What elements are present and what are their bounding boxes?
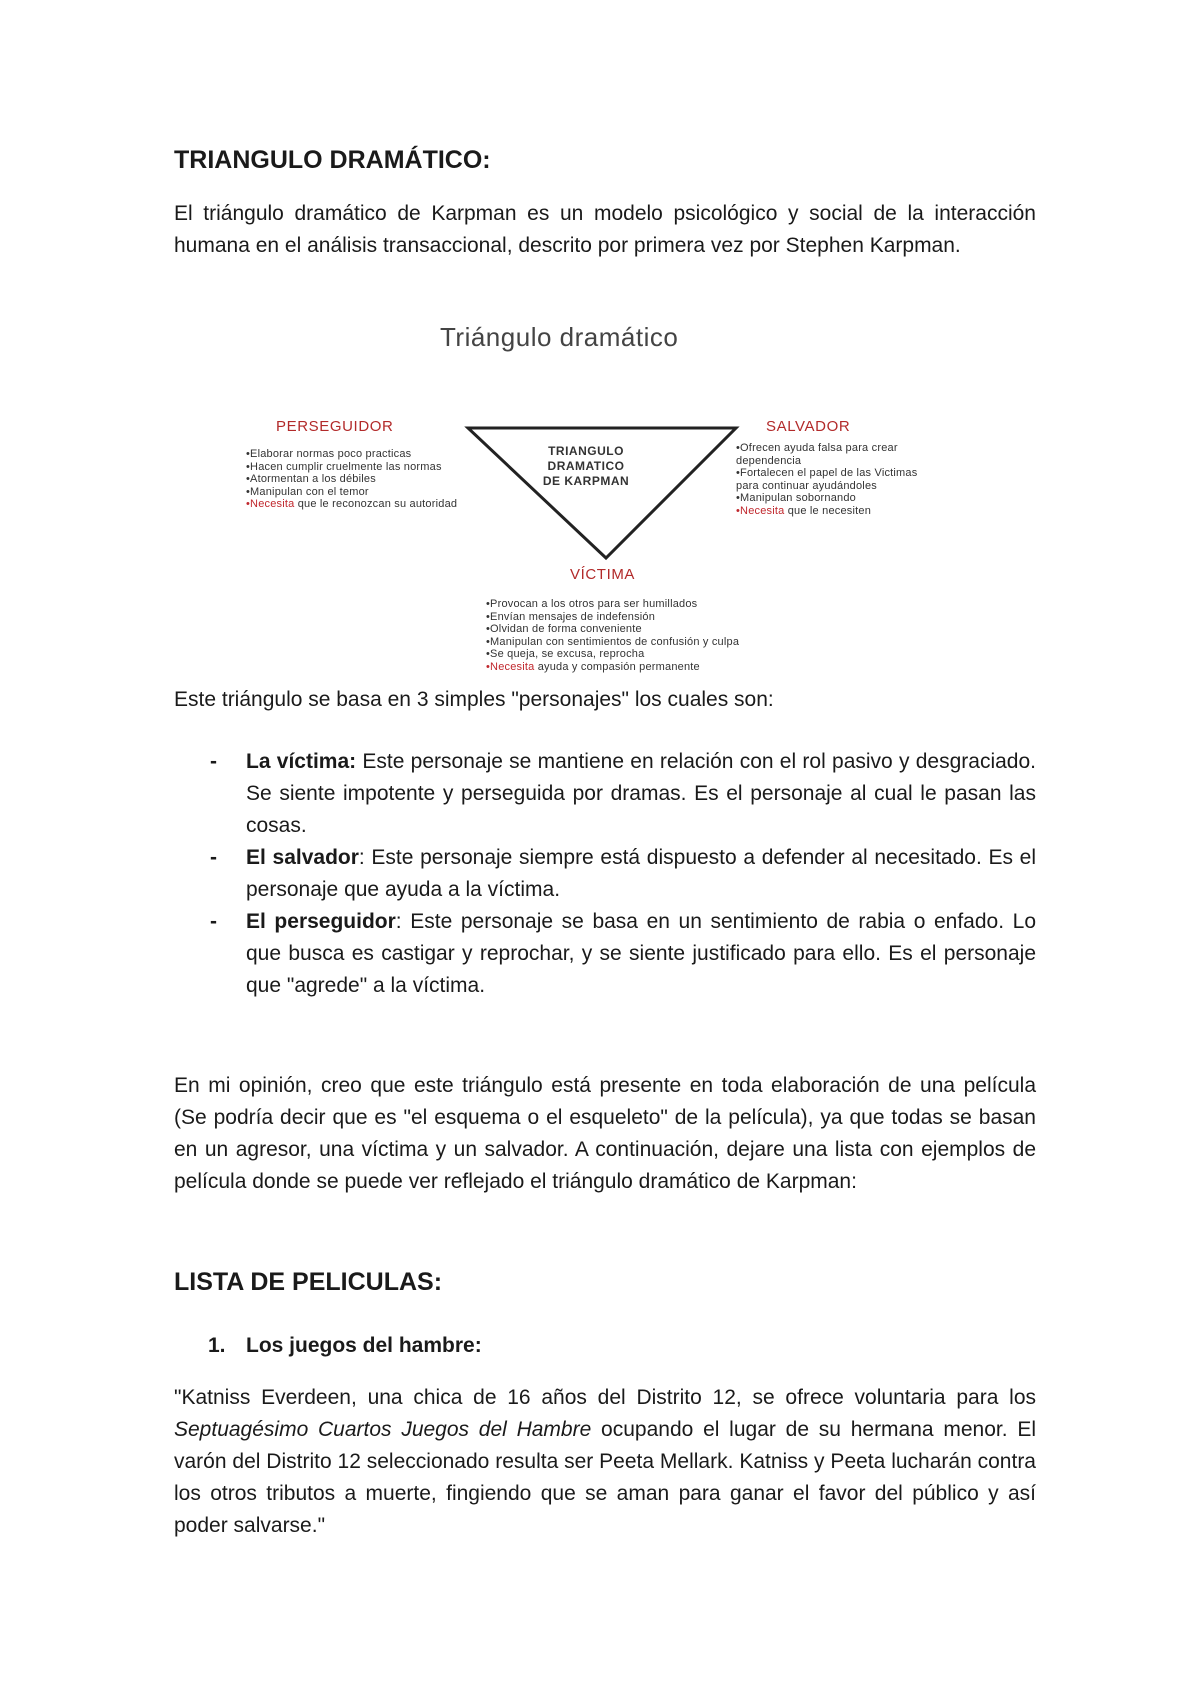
- need-text: que le necesiten: [784, 504, 872, 517]
- triangle-center-label: [516, 444, 656, 489]
- list-item: [174, 746, 1036, 842]
- trait-item: •Envían mensajes de indefensión: [486, 610, 656, 623]
- character-name: La víctima:: [246, 750, 357, 773]
- trait-item: para continuar ayudándoles: [736, 479, 877, 492]
- trait-item: •Elaborar normas poco practicas: [246, 448, 412, 460]
- character-name: El salvador: [246, 846, 359, 869]
- trait-item: •Manipulan con el temor: [246, 485, 369, 498]
- dash-marker: -: [210, 910, 217, 933]
- center-line: DRAMATICO: [547, 459, 625, 473]
- dash-marker: -: [210, 750, 217, 773]
- document-body: [174, 140, 1036, 262]
- need-word: •Necesita: [736, 504, 785, 517]
- perseguidor-traits: [246, 448, 457, 511]
- desc-italic-text: Septuagésimo Cuartos Juegos del Hambre: [174, 1418, 592, 1441]
- dash-marker: -: [210, 846, 217, 869]
- character-name: El perseguidor: [246, 910, 396, 933]
- list-item: [174, 842, 1036, 906]
- need-text: ayuda y compasión permanente: [534, 660, 700, 673]
- intro-paragraph: El triángulo dramático de Karpman es un modelo psicológico y social de la interacción humana en el análisis transaccional, descrito por primera vez por Stephen Karpman.: [174, 202, 1036, 257]
- movie-title: Los juegos del hambre:: [246, 1334, 482, 1357]
- list-item: [174, 906, 1036, 1002]
- characters-list: [174, 746, 1036, 1002]
- role-salvador: SALVADOR: [766, 418, 851, 435]
- trait-item: [246, 498, 457, 511]
- need-text: que le reconozcan su autoridad: [294, 498, 458, 510]
- desc-text: ocupando el lugar de su hermana menor. El varón del Distrito 12 seleccionado resulta ser Peeta Mellark. Katniss y Peeta lucharán contra los otros tributos a muerte, fingiendo que se aman para ganar el favor del público y así poder salvarse.": [174, 1418, 1036, 1537]
- movie-description: [174, 1382, 1036, 1542]
- trait-item: •Atormentan a los débiles: [246, 473, 376, 485]
- victima-traits: [486, 598, 739, 673]
- center-line: TRIANGULO: [548, 444, 624, 458]
- desc-text: "Katniss Everdeen, una chica de 16 años del Distrito 12, se ofrece voluntaria para los: [174, 1386, 1036, 1409]
- salvador-traits: [736, 442, 917, 517]
- list-heading: LISTA DE PELICULAS:: [174, 1268, 443, 1296]
- trait-item: •Olvidan de forma conveniente: [486, 623, 642, 635]
- trait-item: •Hacen cumplir cruelmente las normas: [246, 460, 442, 473]
- trait-item: dependencia: [736, 454, 802, 467]
- page-title: TRIANGULO DRAMÁTICO:: [174, 146, 491, 174]
- movie-item: [174, 1330, 1036, 1362]
- trait-item: •Ofrecen ayuda falsa para crear: [736, 442, 898, 454]
- trait-item: [736, 505, 917, 518]
- character-description: : Este personaje siempre está dispuesto a defender al necesitado. Es el personaje que ayuda a la víctima.: [246, 846, 1036, 901]
- karpman-diagram: [236, 312, 976, 672]
- role-perseguidor: PERSEGUIDOR: [276, 418, 394, 435]
- item-number: 1.: [208, 1334, 226, 1357]
- role-victima: VÍCTIMA: [570, 566, 636, 583]
- center-line: DE KARPMAN: [542, 474, 630, 488]
- opinion-paragraph: En mi opinión, creo que este triángulo está presente en toda elaboración de una película (Se podría decir que es "el esquema o el esqueleto" de la película), ya que todas se basan en un agresor, una víctima y un salvador. A continuación, dejare una lista con ejemplos de película donde se puede ver reflejado el triángulo dramático de Karpman:: [174, 1074, 1036, 1193]
- need-word: •Necesita: [246, 498, 295, 510]
- diagram-title: Triángulo dramático: [440, 322, 679, 352]
- characters-intro: Este triángulo se basa en 3 simples "personajes" los cuales son:: [174, 688, 774, 711]
- character-description: : Este personaje se basa en un sentimiento de rabia o enfado. Lo que busca es castigar y reprochar, y se siente justificado para ello. Es el personaje que "agrede" a la víctima.: [246, 910, 1036, 997]
- trait-item: •Fortalecen el papel de las Victimas: [736, 467, 918, 479]
- trait-item: •Manipulan sobornando: [736, 492, 856, 504]
- trait-item: •Se queja, se excusa, reprocha: [486, 648, 645, 660]
- trait-item: •Provocan a los otros para ser humillados: [486, 598, 698, 610]
- character-description: Este personaje se mantiene en relación con el rol pasivo y desgraciado. Se siente impotente y perseguida por dramas. Es el personaje al cual le pasan las cosas.: [246, 750, 1036, 837]
- trait-item: •Manipulan con sentimientos de confusión y culpa: [486, 635, 740, 648]
- need-word: •Necesita: [486, 660, 535, 673]
- trait-item: [486, 661, 739, 674]
